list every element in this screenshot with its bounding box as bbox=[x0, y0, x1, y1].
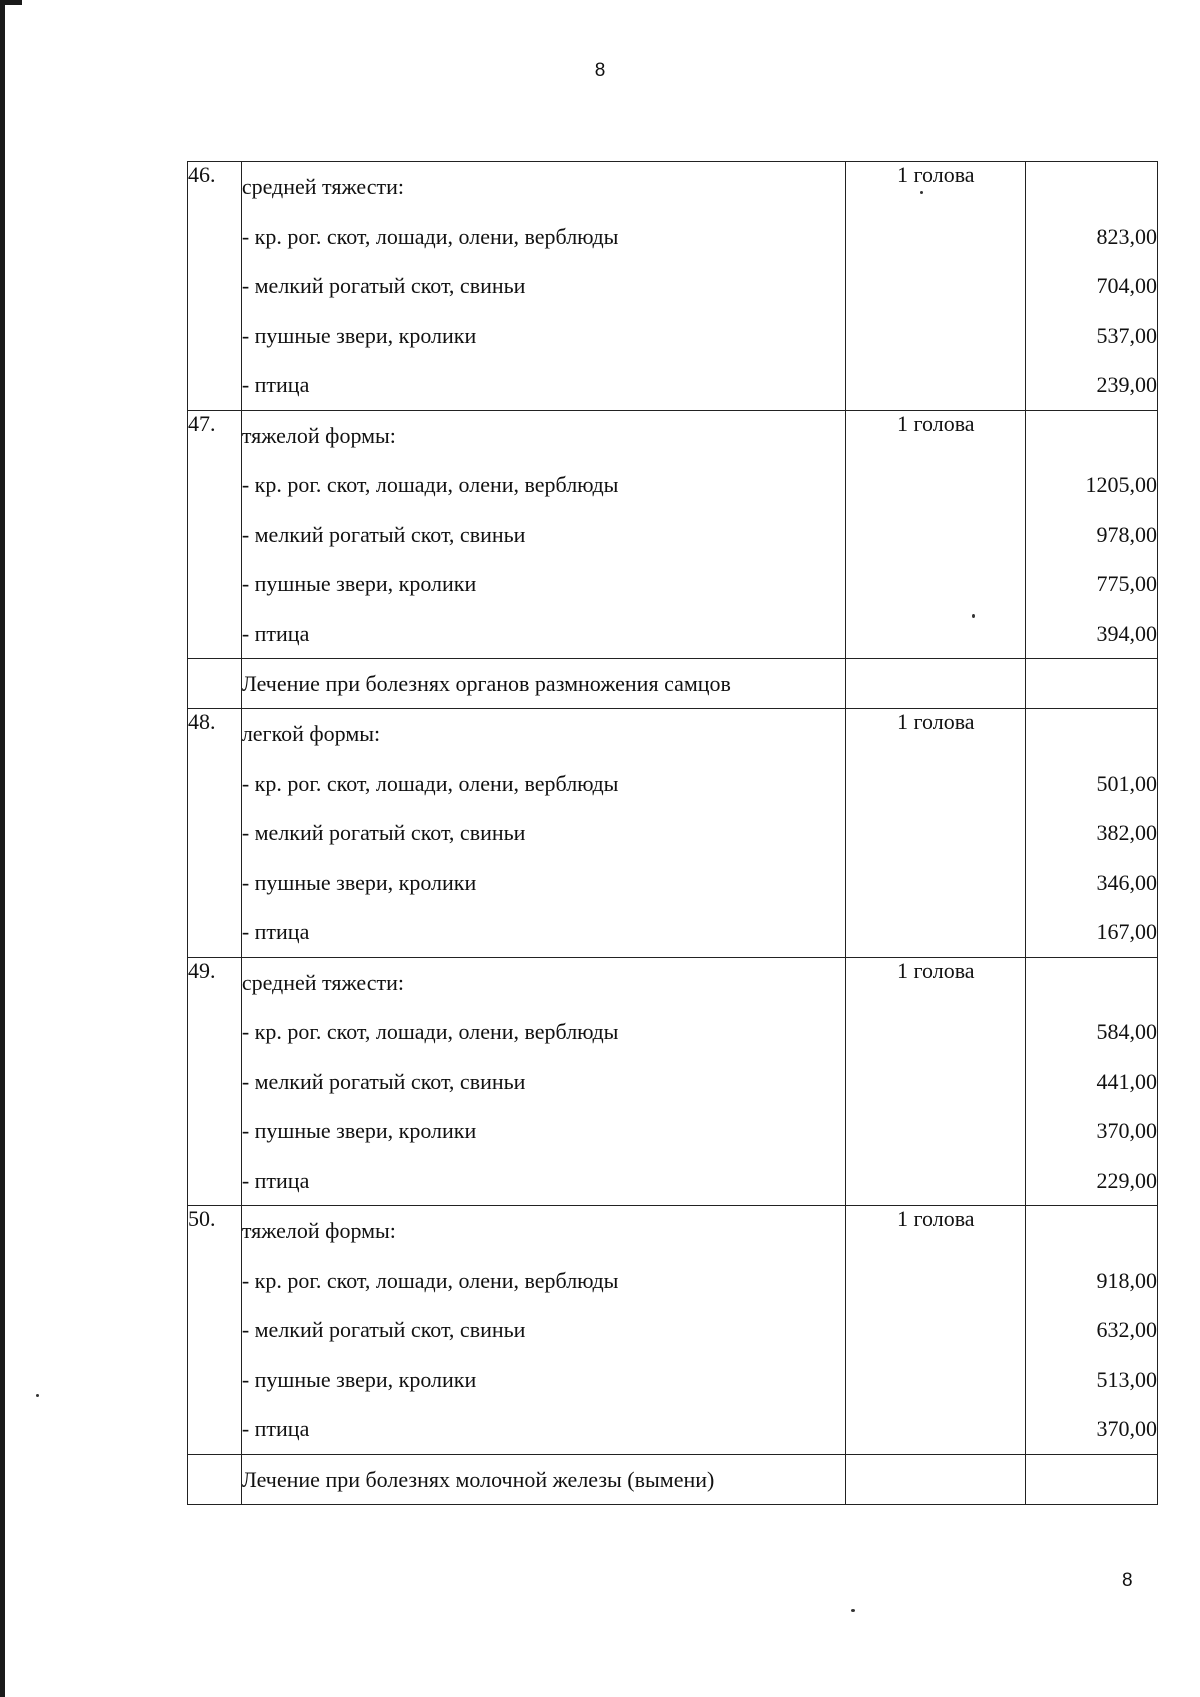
price-spacer bbox=[1026, 162, 1157, 212]
service-row bbox=[188, 1206, 1158, 1455]
price-spacer bbox=[1026, 958, 1157, 1008]
page-number-bottom: 8 bbox=[1122, 1570, 1133, 1591]
price-cell bbox=[1026, 1454, 1158, 1504]
tariff-table bbox=[187, 161, 1158, 1505]
price-value: 167,00 bbox=[1096, 919, 1157, 944]
service-row bbox=[188, 162, 1158, 411]
price-value: 370,00 bbox=[1096, 1416, 1157, 1441]
animal-group-label: - мелкий рогатый скот, свиньи bbox=[241, 521, 526, 547]
price-value: 239,00 bbox=[1096, 372, 1157, 397]
page-number-top: 8 bbox=[594, 60, 606, 81]
price-value: 501,00 bbox=[1096, 770, 1157, 796]
price-spacer bbox=[1026, 411, 1157, 461]
section-title: Лечение при болезнях молочной железы (вымени) bbox=[241, 1454, 845, 1504]
price-column bbox=[1026, 957, 1158, 1206]
animal-group-label: - пушные звери, кролики bbox=[241, 869, 477, 895]
price-value: 513,00 bbox=[1096, 1366, 1157, 1392]
animal-group-label: - птица bbox=[241, 620, 310, 646]
price-value: 775,00 bbox=[1096, 571, 1157, 596]
unit-of-measure: 1 голова bbox=[846, 709, 1026, 958]
price-value: 382,00 bbox=[1096, 820, 1157, 845]
severity-title: тяжелой формы: bbox=[241, 1218, 396, 1243]
section-header-row bbox=[188, 1454, 1158, 1504]
price-column bbox=[1026, 410, 1158, 659]
animal-group-label: - птица bbox=[241, 372, 310, 397]
unit-cell bbox=[846, 1454, 1026, 1504]
price-spacer bbox=[1026, 1206, 1157, 1256]
service-description bbox=[241, 1206, 845, 1455]
animal-group-label: - мелкий рогатый скот, свиньи bbox=[241, 1317, 526, 1342]
row-number: 50. bbox=[188, 1206, 242, 1455]
price-value: 632,00 bbox=[1096, 1317, 1157, 1342]
unit-cell bbox=[846, 659, 1026, 709]
scan-speck bbox=[36, 1394, 39, 1397]
row-number-cell bbox=[188, 659, 242, 709]
price-value: 1205,00 bbox=[1085, 472, 1157, 497]
service-description bbox=[241, 410, 845, 659]
price-value: 978,00 bbox=[1096, 521, 1157, 547]
price-value: 441,00 bbox=[1096, 1068, 1157, 1094]
unit-of-measure: 1 голова bbox=[846, 162, 1026, 411]
section-header-row bbox=[188, 659, 1158, 709]
price-cell bbox=[1026, 659, 1158, 709]
price-value: 394,00 bbox=[1096, 620, 1157, 646]
animal-group-label: - мелкий рогатый скот, свиньи bbox=[241, 1068, 526, 1094]
price-value: 370,00 bbox=[1096, 1118, 1157, 1143]
scan-edge bbox=[0, 0, 5, 1697]
unit-of-measure: 1 голова bbox=[846, 957, 1026, 1206]
price-value: 346,00 bbox=[1096, 869, 1157, 895]
animal-group-label: - пушные звери, кролики bbox=[241, 322, 477, 348]
animal-group-label: - птица bbox=[241, 919, 310, 944]
section-title: Лечение при болезнях органов размножения самцов bbox=[241, 659, 845, 709]
animal-group-label: - пушные звери, кролики bbox=[241, 571, 477, 596]
price-value: 584,00 bbox=[1096, 1019, 1157, 1044]
row-number: 48. bbox=[188, 709, 242, 958]
severity-title: тяжелой формы: bbox=[241, 422, 396, 448]
animal-group-label: - кр. рог. скот, лошади, олени, верблюды bbox=[241, 223, 619, 249]
animal-group-label: - птица bbox=[241, 1416, 310, 1441]
price-value: 537,00 bbox=[1096, 322, 1157, 348]
severity-title: средней тяжести: bbox=[241, 969, 404, 995]
unit-of-measure: 1 голова bbox=[846, 1206, 1026, 1455]
service-row bbox=[188, 410, 1158, 659]
service-description bbox=[241, 709, 845, 958]
price-value: 918,00 bbox=[1096, 1267, 1157, 1293]
price-column bbox=[1026, 162, 1158, 411]
price-value: 229,00 bbox=[1096, 1167, 1157, 1193]
scan-edge-top bbox=[0, 0, 22, 5]
animal-group-label: - мелкий рогатый скот, свиньи bbox=[241, 273, 526, 298]
row-number-cell bbox=[188, 1454, 242, 1504]
animal-group-label: - кр. рог. скот, лошади, олени, верблюды bbox=[241, 1019, 619, 1044]
row-number: 47. bbox=[188, 410, 242, 659]
price-column bbox=[1026, 1206, 1158, 1455]
animal-group-label: - мелкий рогатый скот, свиньи bbox=[241, 820, 526, 845]
animal-group-label: - кр. рог. скот, лошади, олени, верблюды bbox=[241, 1267, 619, 1293]
price-column bbox=[1026, 709, 1158, 958]
price-value: 704,00 bbox=[1096, 273, 1157, 298]
service-description bbox=[241, 162, 845, 411]
animal-group-label: - пушные звери, кролики bbox=[241, 1366, 477, 1392]
severity-title: средней тяжести: bbox=[241, 174, 404, 199]
price-spacer bbox=[1026, 709, 1157, 759]
unit-of-measure: 1 голова bbox=[846, 410, 1026, 659]
animal-group-label: - пушные звери, кролики bbox=[241, 1118, 477, 1143]
animal-group-label: - кр. рог. скот, лошади, олени, верблюды bbox=[241, 472, 619, 497]
service-row bbox=[188, 957, 1158, 1206]
tariff-table-body bbox=[188, 162, 1158, 1505]
price-value: 823,00 bbox=[1096, 223, 1157, 249]
row-number: 49. bbox=[188, 957, 242, 1206]
severity-title: легкой формы: bbox=[241, 721, 381, 746]
service-row bbox=[188, 709, 1158, 958]
service-description bbox=[241, 957, 845, 1206]
animal-group-label: - птица bbox=[241, 1167, 310, 1193]
scan-speck bbox=[851, 1609, 855, 1612]
row-number: 46. bbox=[188, 162, 242, 411]
animal-group-label: - кр. рог. скот, лошади, олени, верблюды bbox=[241, 770, 619, 796]
